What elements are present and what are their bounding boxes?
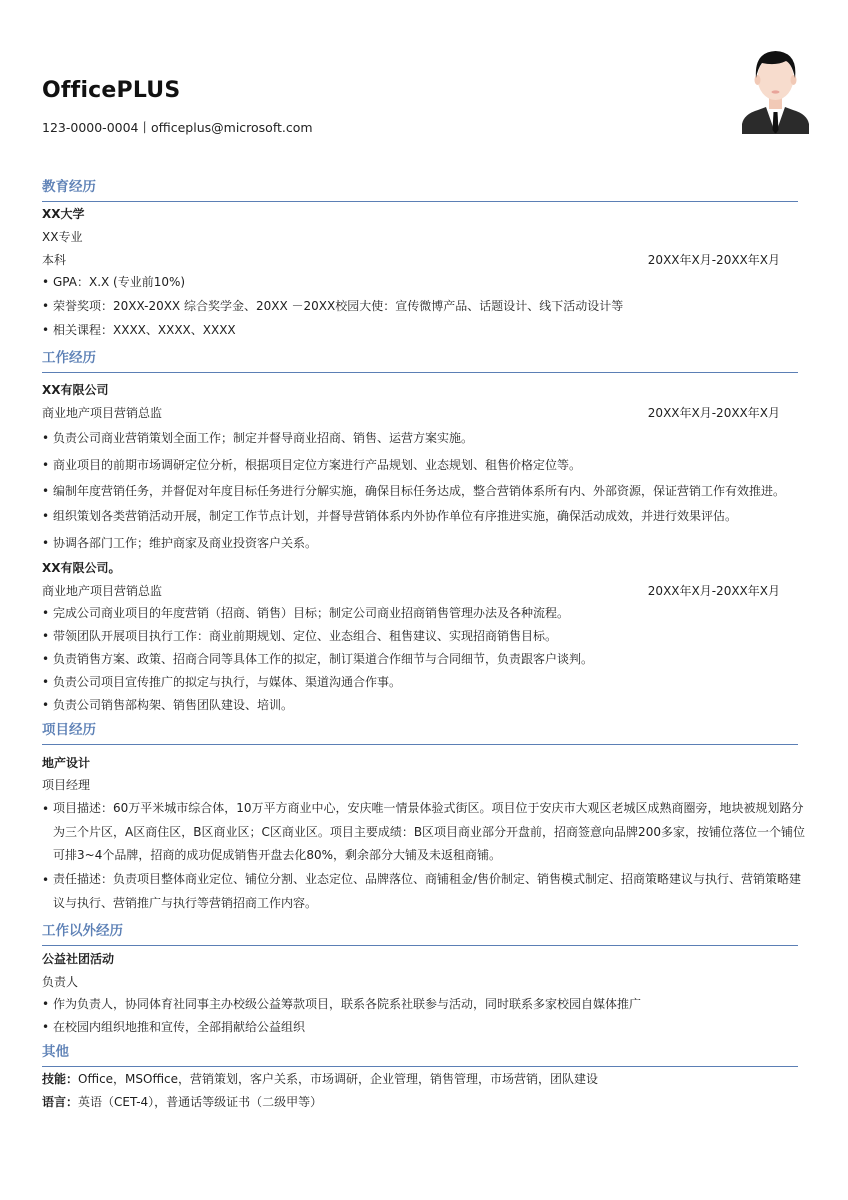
list-item: • GPA：X.X (专业前10%) <box>42 275 186 289</box>
major: XX专业 <box>42 230 83 244</box>
list-item: • 协调各部门工作；维护商家及商业投资客户关系。 <box>42 536 318 550</box>
date-range: 20XX年X月-20XX年X月 <box>647 584 780 598</box>
misc-section <box>42 1043 798 1067</box>
list-item: • 编制年度营销任务，并督促对年度目标任务进行分解实施，确保目标任务达成，整合营销体系所有内、外部资源，保证营销工作有效推进。 <box>42 484 786 498</box>
section-divider <box>42 372 798 373</box>
list-item: • 作为负责人，协同体育社同事主办校级公益筹款项目，联系各院系社联参与活动，同时联系多家校园自媒体推广 <box>42 997 642 1011</box>
job-role: 商业地产项目营销总监 <box>42 406 163 420</box>
company-name: XX有限公司。 <box>42 561 121 575</box>
list-item: • 负责公司项目宣传推广的拟定与执行，与媒体、渠道沟通合作事。 <box>42 675 402 689</box>
contact-info: 123-0000-0004丨officeplus@microsoft.com <box>42 120 313 135</box>
project-name: 地产设计 <box>42 756 91 770</box>
list-item: • 带领团队开展项目执行工作：商业前期规划、定位、业态组合、租售建议、实现招商销售目标。 <box>42 629 558 643</box>
list-item: • 荣誉奖项：20XX-20XX 综合奖学金、20XX －20XX校园大使：宣传微博产品、话题设计、线下活动设计等 <box>42 299 624 313</box>
project-section <box>42 721 798 745</box>
role-row <box>42 583 780 599</box>
work-section <box>42 349 798 373</box>
list-item: • 负责公司销售部构架、销售团队建设、培训。 <box>42 698 294 712</box>
role-row <box>42 405 780 421</box>
language-row <box>42 1094 780 1110</box>
section-title: 项目经历 <box>42 722 96 738</box>
activity-role: 负责人 <box>42 975 79 989</box>
education-section <box>42 178 798 202</box>
section-title: 工作经历 <box>42 350 96 366</box>
list-item: • 负责公司商业营销策划全面工作；制定并督导商业招商、销售、运营方案实施。 <box>42 431 474 445</box>
list-item: • 组织策划各类营销活动开展，制定工作节点计划，并督导营销体系内外协作单位有序推进实施，确保活动成效，并进行效果评估。 <box>42 509 738 523</box>
skills-label: 技能： <box>42 1072 79 1086</box>
section-divider <box>42 1066 798 1067</box>
list-item: • 责任描述：负责项目整体商业定位、铺位分割、业态定位、品牌落位、商铺租金/售价制定、销售模式制定、招商策略建议与执行、营销策略建议与执行、营销推广与执行等营销招商工作内容。 <box>42 872 802 910</box>
degree-row <box>42 252 780 268</box>
list-item: • 负责销售方案、政策、招商合同等具体工作的拟定，制订渠道合作细节与合同细节，负责跟客户谈判。 <box>42 652 594 666</box>
job-role: 商业地产项目营销总监 <box>42 584 163 598</box>
list-item: • 完成公司商业项目的年度营销（招商、销售）目标；制定公司商业招商销售管理办法及各种流程。 <box>42 606 570 620</box>
section-divider <box>42 201 798 202</box>
date-range: 20XX年X月-20XX年X月 <box>647 406 780 420</box>
list-item: • 相关课程：XXXX、XXXX、XXXX <box>42 323 236 337</box>
candidate-name: OfficePLUS <box>42 78 181 103</box>
degree: 本科 <box>42 253 67 267</box>
language-label: 语言： <box>42 1095 79 1109</box>
activity-name: 公益社团活动 <box>42 952 115 966</box>
section-title: 工作以外经历 <box>42 923 123 939</box>
language-value: 英语（CET-4），普通话等级证书（二级甲等） <box>78 1095 323 1109</box>
section-title: 教育经历 <box>42 179 96 195</box>
skills-value: Office，MSOffice，营销策划，客户关系，市场调研，企业管理，销售管理，市场营销，团队建设 <box>78 1072 599 1086</box>
section-title: 其他 <box>42 1044 69 1060</box>
list-item: • 商业项目的前期市场调研定位分析，根据项目定位方案进行产品规划、业态规划、租售价格定位等。 <box>42 458 582 472</box>
project-role: 项目经理 <box>42 778 91 792</box>
other-experience-section <box>42 922 798 946</box>
list-item: • 在校园内组织地推和宣传，全部捐献给公益组织 <box>42 1020 306 1034</box>
company-name: XX有限公司 <box>42 383 109 397</box>
list-item: • 项目描述：60万平米城市综合体，10万平方商业中心，安庆唯一情景体验式街区。项目位于安庆市大观区老城区成熟商圈旁，地块被规划路分为三个片区，A区商住区，B区商业区；C区商业区。项目主要成绩：B区项目商业部分开盘前，招商签意向品牌200多家，按铺位落位一个铺位可排3~4个品牌，招商的成功促成销售开盘去化80%，剩余部分大铺及未返租商铺。 <box>42 801 805 862</box>
date-range: 20XX年X月-20XX年X月 <box>647 253 780 267</box>
section-divider <box>42 744 798 745</box>
avatar-icon <box>742 46 809 134</box>
school-name: XX大学 <box>42 207 85 221</box>
skills-row <box>42 1071 780 1087</box>
section-divider <box>42 945 798 946</box>
